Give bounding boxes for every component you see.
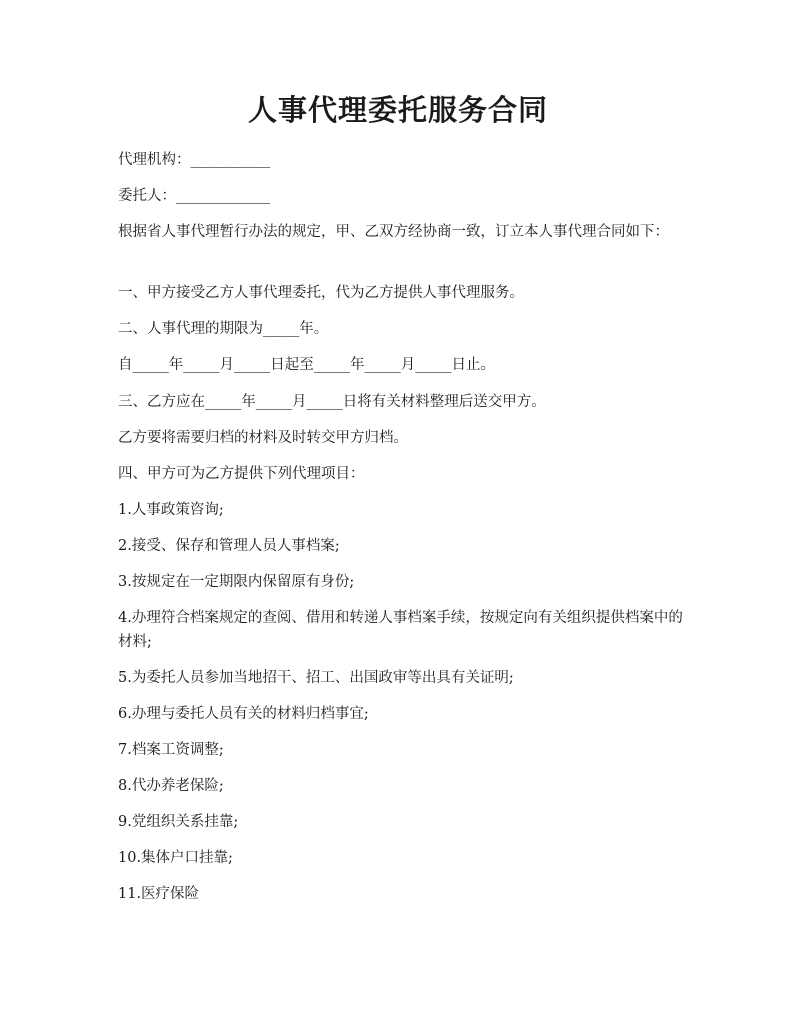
client-line: 委托人：_____________ xyxy=(118,188,271,204)
clause-3: 三、乙方应在_____年_____月_____日将有关材料整理后送交甲方。 xyxy=(118,394,546,410)
agency-line: 代理机构：___________ xyxy=(118,152,271,168)
list-item-2: 2.接受、保存和管理人员人事档案; xyxy=(118,538,340,554)
list-item-7: 7.档案工资调整; xyxy=(118,742,224,758)
clause-2: 二、人事代理的期限为_____年。 xyxy=(118,321,329,337)
clause-4: 四、甲方可为乙方提供下列代理项目： xyxy=(118,466,365,482)
list-item-5: 5.为委托人员参加当地招干、招工、出国政审等出具有关证明; xyxy=(118,670,514,686)
list-item-11: 11.医疗保险 xyxy=(118,886,200,902)
list-item-3: 3.按规定在一定期限内保留原有身份; xyxy=(118,574,355,590)
archive-note: 乙方要将需要归档的材料及时转交甲方归档。 xyxy=(118,430,408,446)
list-item-8: 8.代办养老保险; xyxy=(118,778,224,794)
list-item-6: 6.办理与委托人员有关的材料归档事宜; xyxy=(118,706,369,722)
preamble-paragraph: 根据省人事代理暂行办法的规定，甲、乙双方经协商一致，订立本人事代理合同如下： xyxy=(118,224,669,240)
term-dates: 自_____年_____月_____日起至_____年_____月_____日止。 xyxy=(118,357,495,373)
clause-1: 一、甲方接受乙方人事代理委托，代为乙方提供人事代理服务。 xyxy=(118,285,524,301)
list-item-1: 1.人事政策咨询; xyxy=(118,502,224,518)
list-item-9: 9.党组织关系挂靠; xyxy=(118,814,239,830)
list-item-10: 10.集体户口挂靠; xyxy=(118,850,233,866)
document-title: 人事代理委托服务合同 xyxy=(247,93,548,127)
list-item-4: 4.办理符合档案规定的查阅、借用和转递人事档案手续，按规定向有关组织提供档案中的材料; xyxy=(118,610,683,650)
